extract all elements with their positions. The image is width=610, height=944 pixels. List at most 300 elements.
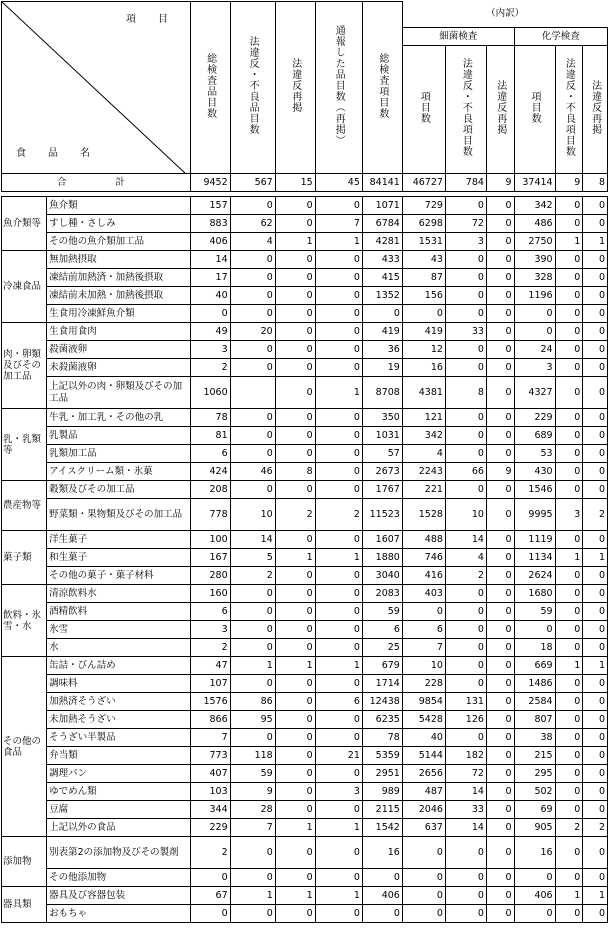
value-cell: 905 — [514, 819, 555, 837]
item-name-cell: 上記以外の肉・卵類及びその加工品 — [47, 377, 191, 409]
value-cell: 403 — [402, 585, 445, 603]
total-cell: 8 — [583, 174, 608, 192]
value-cell: 1767 — [362, 481, 402, 499]
value-cell: 14 — [445, 531, 486, 549]
value-cell: 28 — [230, 801, 275, 819]
table-row — [2, 499, 608, 531]
value-cell: 0 — [402, 603, 445, 621]
value-cell: 6 — [315, 693, 362, 711]
value-cell: 21 — [315, 747, 362, 765]
value-cell: 3 — [514, 359, 555, 377]
value-cell: 9995 — [514, 499, 555, 531]
value-cell: 9854 — [402, 693, 445, 711]
value-cell: 328 — [514, 269, 555, 287]
table-row — [2, 905, 608, 923]
value-cell: 182 — [445, 747, 486, 765]
value-cell: 1 — [275, 887, 315, 905]
value-cell: 1607 — [362, 531, 402, 549]
value-cell: 0 — [583, 481, 608, 499]
value-cell: 0 — [315, 869, 362, 887]
value-cell: 0 — [583, 377, 608, 409]
value-cell: 0 — [583, 251, 608, 269]
value-cell: 0 — [555, 377, 583, 409]
item-header-label: 項 目 — [126, 14, 174, 25]
value-cell: 0 — [486, 869, 514, 887]
value-cell: 1 — [275, 233, 315, 251]
value-cell: 2 — [555, 819, 583, 837]
value-cell: 208 — [190, 481, 230, 499]
value-cell: 0 — [486, 215, 514, 233]
value-cell: 33 — [445, 801, 486, 819]
category-cell: 冷凍食品 — [2, 251, 47, 323]
table-row — [2, 287, 608, 305]
value-cell: 0 — [583, 341, 608, 359]
value-cell: 1196 — [514, 287, 555, 305]
item-name-cell: 缶詰・びん詰め — [47, 657, 191, 675]
value-cell: 0 — [445, 603, 486, 621]
value-cell: 0 — [583, 197, 608, 215]
value-cell: 0 — [583, 639, 608, 657]
category-cell: その他の食品 — [2, 657, 47, 837]
table-row — [2, 409, 608, 427]
value-cell: 0 — [275, 675, 315, 693]
table-row — [2, 639, 608, 657]
value-cell: 0 — [230, 269, 275, 287]
value-cell: 0 — [583, 585, 608, 603]
value-cell: 0 — [445, 269, 486, 287]
value-cell: 229 — [190, 819, 230, 837]
value-cell: 47 — [190, 657, 230, 675]
value-cell: 1031 — [362, 427, 402, 445]
item-name-cell: 別表第2の添加物及びその製剤 — [47, 837, 191, 869]
value-cell: 0 — [315, 341, 362, 359]
value-cell: 8 — [445, 377, 486, 409]
value-cell: 0 — [583, 765, 608, 783]
value-cell: 0 — [445, 905, 486, 923]
value-cell: 5144 — [402, 747, 445, 765]
value-cell: 72 — [445, 765, 486, 783]
value-cell: 0 — [486, 567, 514, 585]
value-cell: 0 — [275, 693, 315, 711]
value-cell: 12 — [402, 341, 445, 359]
value-cell: 17 — [190, 269, 230, 287]
value-cell: 0 — [275, 341, 315, 359]
item-name-cell: ゆでめん類 — [47, 783, 191, 801]
value-cell: 25 — [362, 639, 402, 657]
value-cell: 0 — [402, 869, 445, 887]
table-row — [2, 377, 608, 409]
value-cell: 221 — [402, 481, 445, 499]
value-cell: 2115 — [362, 801, 402, 819]
value-cell: 0 — [555, 675, 583, 693]
value-cell: 6 — [190, 603, 230, 621]
value-cell: 67 — [190, 887, 230, 905]
value-cell: 215 — [514, 747, 555, 765]
value-cell: 0 — [275, 359, 315, 377]
total-cell: 9 — [486, 174, 514, 192]
value-cell: 0 — [486, 427, 514, 445]
value-cell: 0 — [555, 567, 583, 585]
value-cell: 0 — [275, 639, 315, 657]
item-name-cell: 未加熱そうざい — [47, 711, 191, 729]
value-cell: 390 — [514, 251, 555, 269]
value-cell: 4 — [445, 549, 486, 567]
item-name-cell: アイスクリーム類・氷菓 — [47, 463, 191, 481]
value-cell: 0 — [230, 639, 275, 657]
value-cell: 0 — [486, 499, 514, 531]
value-cell: 1119 — [514, 531, 555, 549]
value-cell: 0 — [486, 549, 514, 567]
value-cell: 6 — [402, 621, 445, 639]
value-cell: 2 — [275, 499, 315, 531]
value-cell: 10 — [230, 499, 275, 531]
value-cell: 78 — [362, 729, 402, 747]
value-cell: 1 — [315, 549, 362, 567]
value-cell: 0 — [315, 621, 362, 639]
value-cell: 0 — [230, 341, 275, 359]
value-cell: 1 — [315, 657, 362, 675]
category-cell: 添加物 — [2, 837, 47, 887]
value-cell: 0 — [315, 481, 362, 499]
value-cell: 0 — [315, 837, 362, 869]
value-cell: 0 — [230, 427, 275, 445]
value-cell: 415 — [362, 269, 402, 287]
item-name-cell: 加熱済そうざい — [47, 693, 191, 711]
value-cell: 2624 — [514, 567, 555, 585]
value-cell: 0 — [583, 305, 608, 323]
value-cell: 1 — [555, 233, 583, 251]
value-cell: 36 — [362, 341, 402, 359]
value-cell: 0 — [583, 567, 608, 585]
table-row — [2, 341, 608, 359]
value-cell: 0 — [555, 409, 583, 427]
value-cell: 1 — [583, 549, 608, 567]
value-cell: 1546 — [514, 481, 555, 499]
value-cell: 0 — [555, 621, 583, 639]
value-cell: 6784 — [362, 215, 402, 233]
total-cell: 567 — [230, 174, 275, 192]
value-cell: 57 — [362, 445, 402, 463]
value-cell: 0 — [583, 445, 608, 463]
item-name-cell: 調味料 — [47, 675, 191, 693]
value-cell: 0 — [486, 323, 514, 341]
table-row — [2, 269, 608, 287]
value-cell: 0 — [555, 869, 583, 887]
value-cell: 0 — [275, 837, 315, 869]
table-row — [2, 549, 608, 567]
value-cell: 1680 — [514, 585, 555, 603]
table-row — [2, 215, 608, 233]
value-cell: 0 — [275, 197, 315, 215]
value-cell: 0 — [445, 409, 486, 427]
value-cell: 0 — [555, 711, 583, 729]
value-cell: 637 — [402, 819, 445, 837]
table-row — [2, 747, 608, 765]
value-cell: 0 — [583, 323, 608, 341]
item-name-cell: 氷雪 — [47, 621, 191, 639]
item-name-cell: 凍結前加熱済・加熱後摂取 — [47, 269, 191, 287]
value-cell: 0 — [230, 359, 275, 377]
value-cell: 0 — [583, 693, 608, 711]
item-name-cell: 殺菌液卵 — [47, 341, 191, 359]
value-cell: 0 — [230, 837, 275, 869]
value-cell: 1352 — [362, 287, 402, 305]
value-cell: 2750 — [514, 233, 555, 251]
value-cell: 0 — [555, 445, 583, 463]
value-cell: 0 — [402, 837, 445, 869]
value-cell: 0 — [555, 801, 583, 819]
value-cell: 0 — [275, 481, 315, 499]
table-row — [2, 765, 608, 783]
value-cell: 0 — [445, 657, 486, 675]
value-cell: 7 — [230, 819, 275, 837]
value-cell: 0 — [445, 305, 486, 323]
category-cell: 菓子類 — [2, 531, 47, 585]
value-cell: 0 — [555, 729, 583, 747]
value-cell: 69 — [514, 801, 555, 819]
value-cell: 0 — [445, 675, 486, 693]
table-row — [2, 783, 608, 801]
value-cell: 778 — [190, 499, 230, 531]
value-cell: 0 — [275, 621, 315, 639]
value-cell: 0 — [514, 305, 555, 323]
value-cell: 0 — [315, 323, 362, 341]
value-cell: 1 — [315, 233, 362, 251]
value-cell: 0 — [514, 869, 555, 887]
item-name-cell: 生食用冷凍鮮魚介類 — [47, 305, 191, 323]
table-corner-header — [2, 2, 191, 174]
value-cell: 0 — [315, 287, 362, 305]
value-cell: 3 — [190, 621, 230, 639]
value-cell: 9 — [486, 463, 514, 481]
value-cell: 0 — [486, 711, 514, 729]
value-cell: 14 — [190, 251, 230, 269]
value-cell: 0 — [486, 819, 514, 837]
value-cell: 0 — [230, 305, 275, 323]
value-cell: 0 — [402, 887, 445, 905]
value-cell: 0 — [555, 765, 583, 783]
value-cell: 59 — [514, 603, 555, 621]
value-cell: 0 — [555, 905, 583, 923]
item-name-cell: 弁当類 — [47, 747, 191, 765]
value-cell: 0 — [583, 531, 608, 549]
value-cell: 1 — [315, 819, 362, 837]
value-cell: 0 — [583, 905, 608, 923]
value-cell: 14 — [445, 819, 486, 837]
value-cell: 0 — [445, 639, 486, 657]
value-cell: 0 — [555, 251, 583, 269]
value-cell: 0 — [583, 747, 608, 765]
value-cell: 59 — [230, 765, 275, 783]
table-row — [2, 729, 608, 747]
value-cell: 1 — [583, 233, 608, 251]
value-cell: 2656 — [402, 765, 445, 783]
item-name-cell: 乳製品 — [47, 427, 191, 445]
value-cell: 0 — [583, 837, 608, 869]
value-cell: 883 — [190, 215, 230, 233]
value-cell: 1 — [275, 549, 315, 567]
value-cell: 0 — [445, 197, 486, 215]
value-cell: 0 — [445, 621, 486, 639]
value-cell: 419 — [402, 323, 445, 341]
value-cell: 0 — [315, 197, 362, 215]
value-cell: 0 — [555, 783, 583, 801]
table-row — [2, 323, 608, 341]
value-cell: 78 — [190, 409, 230, 427]
value-cell: 0 — [486, 783, 514, 801]
item-name-cell: 生食用食肉 — [47, 323, 191, 341]
item-name-cell: そうざい半製品 — [47, 729, 191, 747]
value-cell: 4 — [402, 445, 445, 463]
value-cell: 0 — [315, 269, 362, 287]
value-cell: 0 — [275, 287, 315, 305]
value-cell: 53 — [514, 445, 555, 463]
value-cell: 0 — [555, 341, 583, 359]
value-cell: 0 — [315, 585, 362, 603]
value-cell: 0 — [486, 801, 514, 819]
value-cell: 669 — [514, 657, 555, 675]
value-cell: 1 — [555, 549, 583, 567]
value-cell: 0 — [275, 377, 315, 409]
value-cell: 2 — [190, 837, 230, 869]
value-cell: 0 — [275, 427, 315, 445]
item-name-cell: その他の菓子・菓子材料 — [47, 567, 191, 585]
value-cell: 0 — [555, 215, 583, 233]
value-cell: 49 — [190, 323, 230, 341]
value-cell: 0 — [275, 567, 315, 585]
value-cell: 0 — [315, 463, 362, 481]
value-cell: 1 — [315, 887, 362, 905]
item-name-cell: 豆腐 — [47, 801, 191, 819]
value-cell: 0 — [486, 377, 514, 409]
value-cell: 0 — [486, 531, 514, 549]
value-cell: 0 — [315, 801, 362, 819]
value-cell: 4281 — [362, 233, 402, 251]
table-row — [2, 585, 608, 603]
value-cell: 1134 — [514, 549, 555, 567]
category-cell: 魚介類等 — [2, 197, 47, 251]
value-cell: 11523 — [362, 499, 402, 531]
col-violation-repost: 法違反再掲 — [275, 2, 315, 174]
value-cell: 746 — [402, 549, 445, 567]
table-row — [2, 427, 608, 445]
value-cell: 156 — [402, 287, 445, 305]
value-cell: 40 — [190, 287, 230, 305]
value-cell: 0 — [555, 603, 583, 621]
value-cell: 0 — [583, 801, 608, 819]
value-cell: 3 — [445, 233, 486, 251]
value-cell: 121 — [402, 409, 445, 427]
value-cell: 16 — [402, 359, 445, 377]
value-cell: 416 — [402, 567, 445, 585]
value-cell: 0 — [315, 305, 362, 323]
value-cell: 0 — [315, 765, 362, 783]
value-cell: 16 — [514, 837, 555, 869]
value-cell: 0 — [275, 269, 315, 287]
value-cell: 5 — [230, 549, 275, 567]
value-cell: 0 — [486, 197, 514, 215]
value-cell: 1 — [555, 887, 583, 905]
value-cell: 2 — [583, 499, 608, 531]
table-row — [2, 887, 608, 905]
value-cell: 0 — [230, 603, 275, 621]
table-row — [2, 819, 608, 837]
item-name-cell: 未殺菌液卵 — [47, 359, 191, 377]
value-cell: 0 — [275, 765, 315, 783]
value-cell: 3 — [190, 341, 230, 359]
value-cell: 0 — [445, 341, 486, 359]
value-cell: 0 — [486, 445, 514, 463]
value-cell: 0 — [362, 869, 402, 887]
value-cell: 0 — [445, 427, 486, 445]
value-cell: 1486 — [514, 675, 555, 693]
total-cell: 9452 — [190, 174, 230, 192]
value-cell: 72 — [445, 215, 486, 233]
value-cell: 0 — [583, 463, 608, 481]
col-chem-repost: 法違反再掲 — [583, 46, 608, 174]
value-cell: 0 — [583, 215, 608, 233]
value-cell: 2 — [230, 567, 275, 585]
value-cell: 20 — [230, 323, 275, 341]
value-cell: 87 — [402, 269, 445, 287]
value-cell: 100 — [190, 531, 230, 549]
category-cell: 飲料・氷雪・水 — [2, 585, 47, 657]
value-cell: 33 — [445, 323, 486, 341]
value-cell: 0 — [486, 603, 514, 621]
value-cell: 2046 — [402, 801, 445, 819]
value-cell: 0 — [555, 463, 583, 481]
value-cell: 0 — [315, 531, 362, 549]
value-cell: 0 — [583, 359, 608, 377]
value-cell: 131 — [445, 693, 486, 711]
value-cell: 2 — [190, 639, 230, 657]
value-cell: 0 — [230, 621, 275, 639]
value-cell: 0 — [583, 729, 608, 747]
item-name-cell: おもちゃ — [47, 905, 191, 923]
value-cell: 0 — [486, 837, 514, 869]
value-cell: 0 — [190, 305, 230, 323]
value-cell: 0 — [275, 251, 315, 269]
value-cell: 406 — [514, 887, 555, 905]
value-cell: 107 — [190, 675, 230, 693]
value-cell: 5428 — [402, 711, 445, 729]
item-name-cell: 牛乳・加工乳・その他の乳 — [47, 409, 191, 427]
value-cell: 12438 — [362, 693, 402, 711]
value-cell: 0 — [583, 409, 608, 427]
value-cell: 1060 — [190, 377, 230, 409]
value-cell: 0 — [486, 657, 514, 675]
value-cell: 0 — [315, 639, 362, 657]
table-row — [2, 251, 608, 269]
value-cell: 0 — [190, 905, 230, 923]
table-row — [2, 481, 608, 499]
value-cell: 2951 — [362, 765, 402, 783]
value-cell: 0 — [555, 323, 583, 341]
value-cell: 0 — [486, 287, 514, 305]
value-cell: 0 — [275, 445, 315, 463]
value-cell: 0 — [315, 359, 362, 377]
value-cell: 24 — [514, 341, 555, 359]
category-cell: 器具類 — [2, 887, 47, 923]
value-cell: 0 — [445, 887, 486, 905]
value-cell: 0 — [362, 905, 402, 923]
value-cell: 1714 — [362, 675, 402, 693]
value-cell: 295 — [514, 765, 555, 783]
category-cell: 農産物等 — [2, 481, 47, 531]
value-cell: 18 — [514, 639, 555, 657]
value-cell: 2243 — [402, 463, 445, 481]
value-cell: 8708 — [362, 377, 402, 409]
